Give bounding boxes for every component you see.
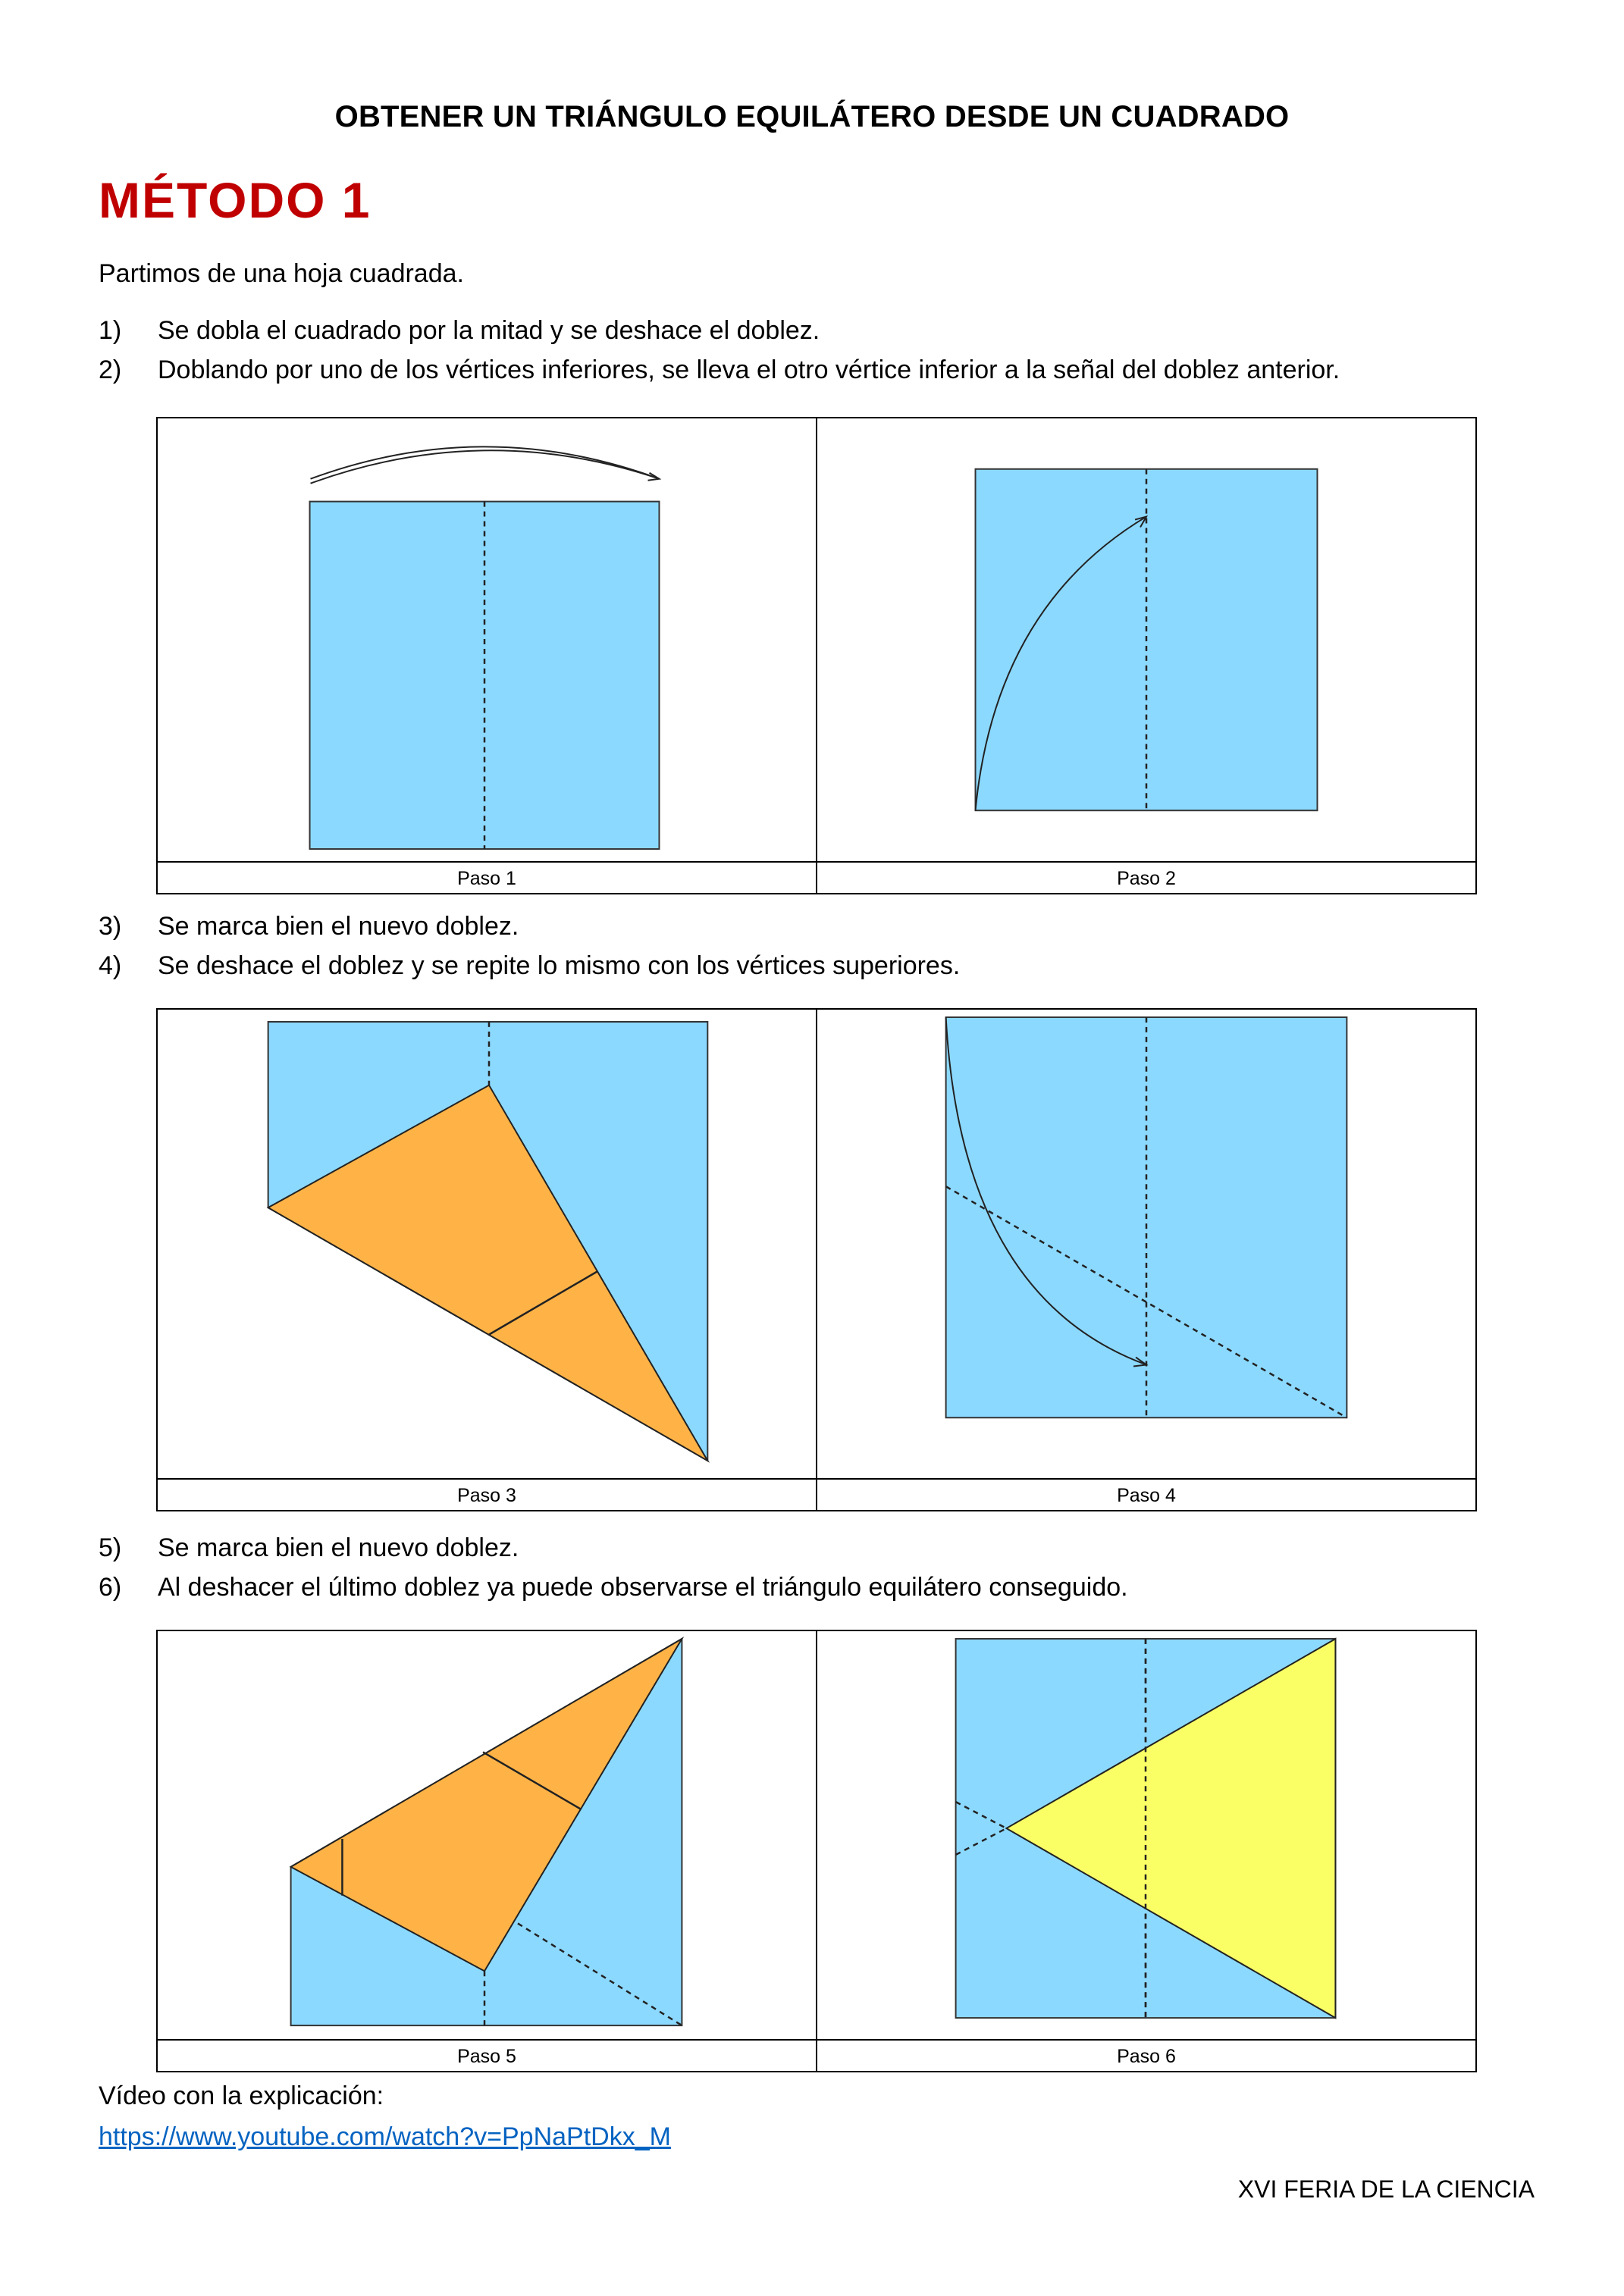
step-text: Doblando por uno de los vértices inferiores, se lleva el otro vértice inferior a la señal del doblez anterior. — [158, 356, 1340, 384]
panel-row-1 — [156, 417, 1477, 894]
panel-paso-1 — [158, 418, 816, 893]
panel-row-3 — [156, 1630, 1477, 2072]
caption-paso-2: Paso 2 — [817, 861, 1475, 893]
page-title: OBTENER UN TRIÁNGULO EQUILÁTERO DESDE UN CUADRADO — [334, 100, 1290, 133]
panel-paso-3 — [158, 1010, 816, 1510]
caption-paso-6: Paso 6 — [817, 2039, 1475, 2071]
caption-paso-3: Paso 3 — [158, 1478, 816, 1510]
panel-paso-2 — [816, 418, 1475, 893]
panel-paso-4 — [816, 1010, 1475, 1510]
diagram-paso-6 — [817, 1631, 1475, 2039]
footer-text: XVI FERIA DE LA CIENCIA — [1237, 2175, 1535, 2203]
steps-group-2 — [99, 907, 960, 985]
diagram-paso-2 — [817, 418, 1475, 861]
step-number: 2) — [99, 356, 122, 384]
step-item — [99, 311, 1340, 350]
steps-group-1 — [99, 311, 1340, 390]
step-item — [99, 946, 960, 985]
intro-text: Partimos de una hoja cuadrada. — [99, 259, 464, 288]
step-text: Se marca bien el nuevo doblez. — [158, 1533, 519, 1562]
caption-paso-4: Paso 4 — [817, 1478, 1475, 1510]
step-text: Al deshacer el último doblez ya puede observarse el triángulo equilátero conseguido. — [158, 1573, 1128, 1602]
step-item — [99, 907, 960, 946]
diagram-paso-4 — [817, 1010, 1475, 1478]
diagram-paso-5 — [158, 1631, 816, 2039]
steps-group-3 — [99, 1528, 1128, 1607]
video-label: Vídeo con la explicación: — [99, 2081, 384, 2110]
step-text: Se marca bien el nuevo doblez. — [158, 912, 519, 941]
step-number: 6) — [99, 1573, 122, 1602]
step-number: 1) — [99, 316, 122, 345]
diagram-paso-3 — [158, 1010, 816, 1478]
step-number: 3) — [99, 912, 122, 941]
video-link[interactable]: https://www.youtube.com/watch?v=PpNaPtDkx_M — [99, 2122, 671, 2151]
diagram-paso-1 — [158, 418, 816, 861]
step-text: Se deshace el doblez y se repite lo mismo con los vértices superiores. — [158, 951, 961, 980]
method-heading: MÉTODO 1 — [99, 172, 372, 228]
panel-paso-5 — [158, 1631, 816, 2071]
step-item — [99, 1568, 1128, 1607]
caption-paso-1: Paso 1 — [158, 861, 816, 893]
step-item — [99, 1528, 1128, 1568]
panel-paso-6 — [816, 1631, 1475, 2071]
step-text: Se dobla el cuadrado por la mitad y se deshace el doblez. — [158, 316, 820, 345]
step-number: 4) — [99, 951, 122, 980]
step-number: 5) — [99, 1533, 122, 1562]
step-item — [99, 350, 1340, 390]
panel-row-2 — [156, 1008, 1477, 1511]
caption-paso-5: Paso 5 — [158, 2039, 816, 2071]
